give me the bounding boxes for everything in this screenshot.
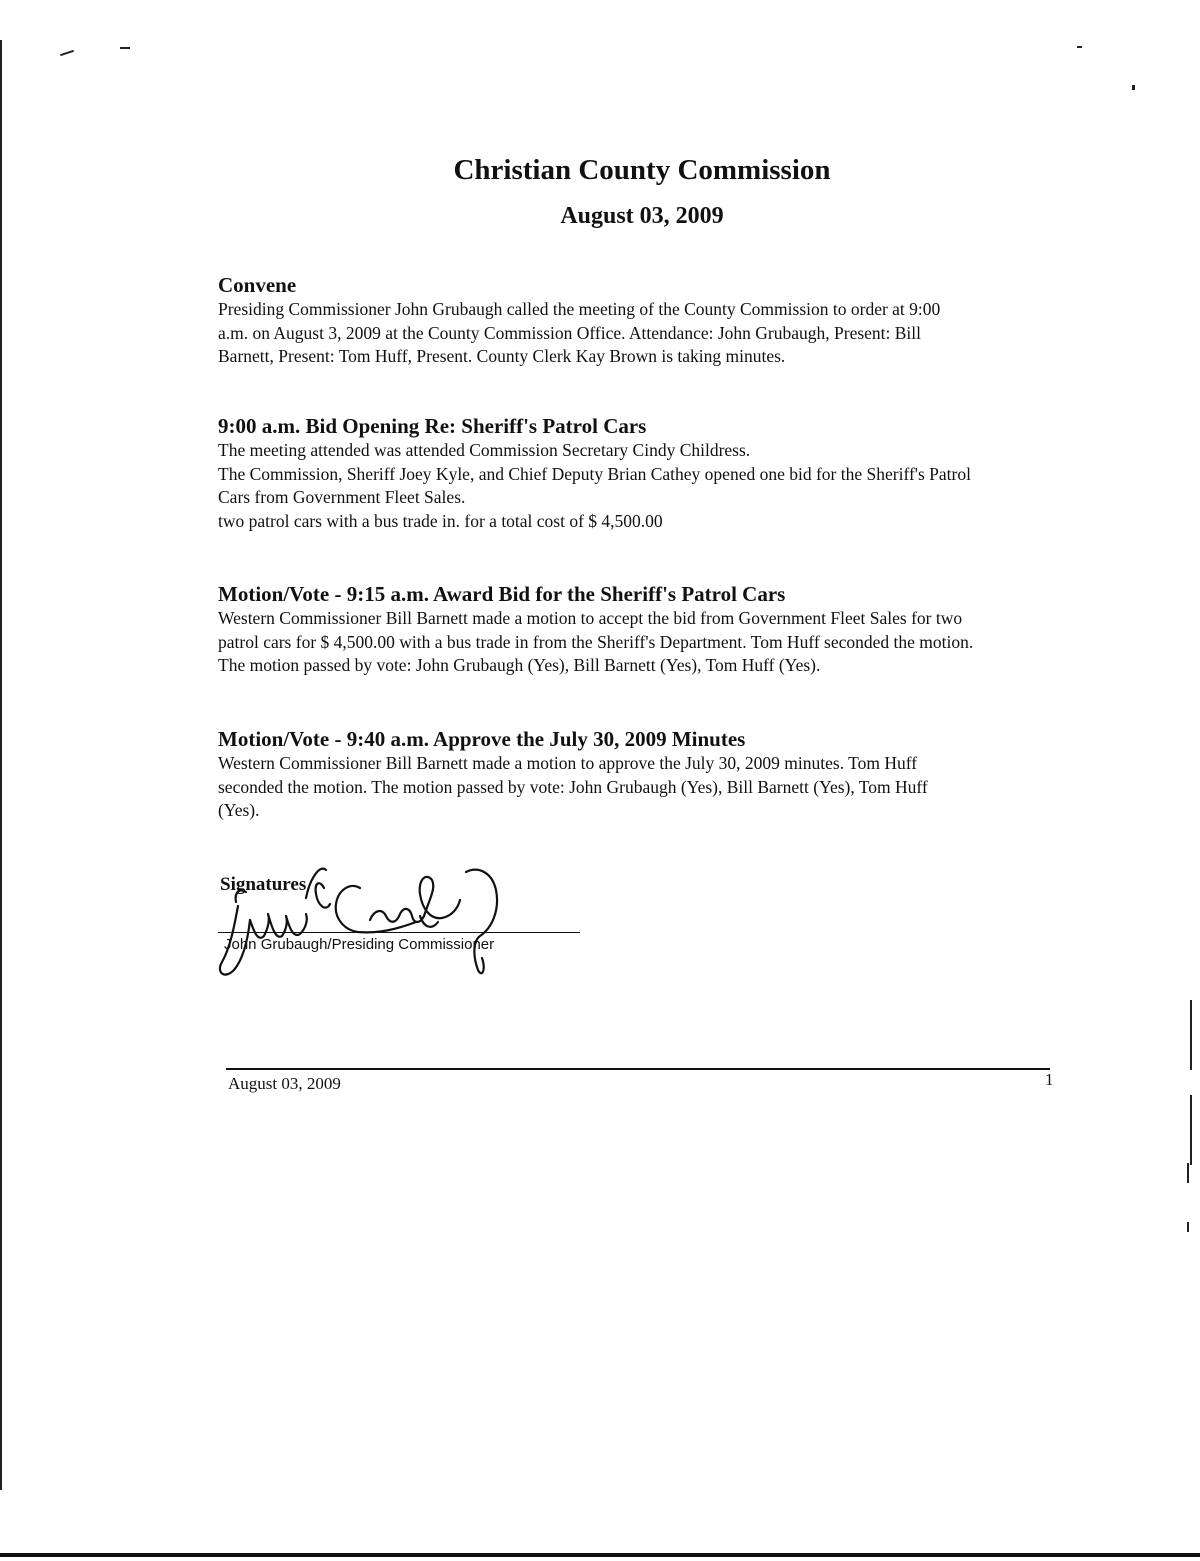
- page-number: 1: [1045, 1070, 1054, 1089]
- body-line: Western Commissioner Bill Barnett made a motion to accept the bid from Government Fleet Sales for two: [218, 608, 963, 628]
- section-heading: Convene: [218, 273, 297, 297]
- section-bid-opening: [218, 413, 1098, 533]
- body-line: The Commission, Sheriff Joey Kyle, and Chief Deputy Brian Cathey opened one bid for the Sheriff's Patrol: [218, 463, 971, 484]
- body-line: The meeting attended was attended Commission Secretary Cindy Childress.: [218, 440, 751, 460]
- body-line: a.m. on August 3, 2009 at the County Commission Office. Attendance: John Grubaugh, Present: Bill: [218, 322, 922, 343]
- document-date: August 03, 2009: [560, 203, 724, 229]
- scan-speck: [1187, 1222, 1189, 1232]
- body-line: seconded the motion. The motion passed by vote: John Grubaugh (Yes), Bill Barnett (Yes), Tom Huff: [218, 776, 928, 797]
- scan-speck: [1187, 1163, 1189, 1183]
- scan-left-edge: [0, 40, 2, 1490]
- body-line: Cars from Government Fleet Sales.: [218, 487, 466, 507]
- body-line: Barnett, Present: Tom Huff, Present. County Clerk Kay Brown is taking minutes.: [218, 346, 786, 366]
- section-body: [218, 439, 1098, 533]
- footer-date: August 03, 2009: [228, 1074, 341, 1093]
- section-heading: 9:00 a.m. Bid Opening Re: Sheriff's Patrol Cars: [218, 414, 647, 438]
- section-approve-minutes: [218, 726, 1098, 823]
- section-body: [218, 607, 1098, 678]
- body-line: patrol cars for $ 4,500.00 with a bus trade in from the Sheriff's Department. Tom Huff seconded the motion.: [218, 631, 974, 652]
- signature-block: [218, 872, 598, 992]
- scan-speck: [1190, 1095, 1192, 1165]
- scan-speck: [60, 50, 74, 56]
- document-title: Christian County Commission: [453, 154, 831, 186]
- section-body: [218, 298, 1098, 369]
- body-line: two patrol cars with a bus trade in. for a total cost of $ 4,500.00: [218, 510, 663, 531]
- body-line: Western Commissioner Bill Barnett made a motion to approve the July 30, 2009 minutes. Tom Huff: [218, 753, 918, 773]
- signatures-label: Signatures: [220, 874, 307, 895]
- section-award-bid: [218, 581, 1098, 678]
- scan-speck: [1077, 46, 1082, 48]
- scan-bottom-edge: [0, 1553, 1200, 1557]
- signer-name: John Grubaugh/Presiding Commissioner: [224, 936, 495, 953]
- scan-speck: [1190, 1000, 1192, 1070]
- section-body: [218, 752, 1098, 823]
- body-line: (Yes).: [218, 800, 260, 820]
- handwritten-signature: [210, 858, 530, 988]
- section-heading: Motion/Vote - 9:15 a.m. Award Bid for the Sheriff's Patrol Cars: [218, 582, 786, 606]
- section-heading: Motion/Vote - 9:40 a.m. Approve the July 30, 2009 Minutes: [218, 727, 746, 751]
- section-convene: [218, 272, 1098, 369]
- scan-speck: [120, 47, 130, 49]
- footer-rule: [226, 1068, 1050, 1070]
- scan-speck: [1132, 85, 1135, 90]
- body-line: The motion passed by vote: John Grubaugh (Yes), Bill Barnett (Yes), Tom Huff (Yes).: [218, 655, 821, 675]
- body-line: Presiding Commissioner John Grubaugh called the meeting of the County Commission to order at 9:00: [218, 299, 941, 319]
